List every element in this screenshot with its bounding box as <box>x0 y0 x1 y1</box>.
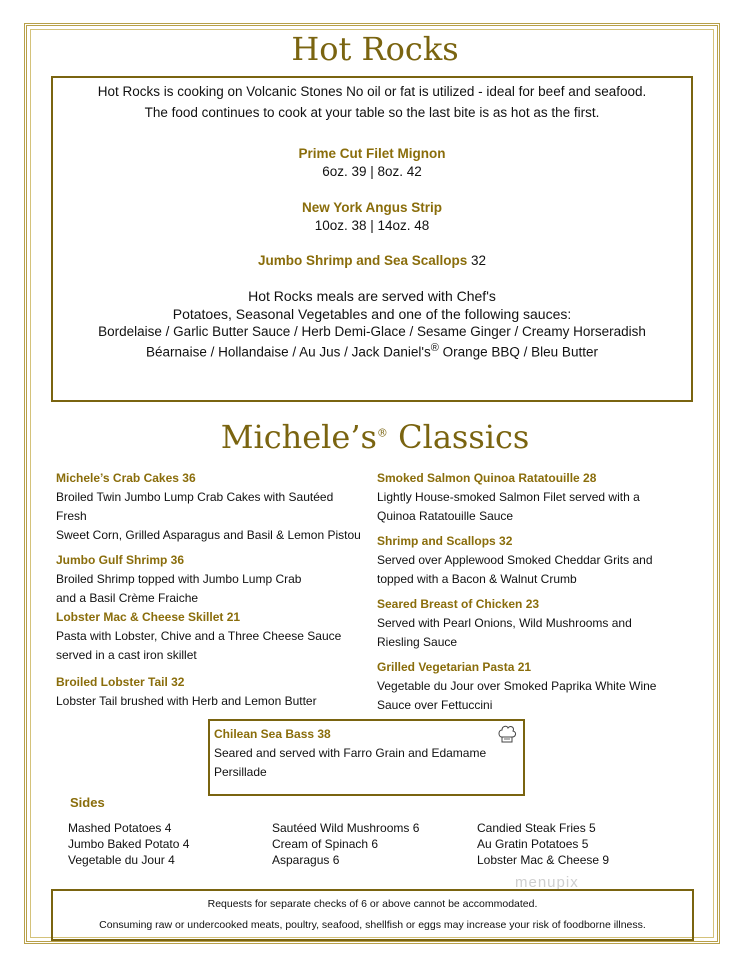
item-desc: Sweet Corn, Grilled Asparagus and Basil & Lemon Pistou <box>56 528 361 542</box>
item-desc: Served with Pearl Onions, Wild Mushrooms and <box>377 616 632 630</box>
item-name: Chilean Sea Bass 38 <box>214 727 331 741</box>
item-desc: Broiled Shrimp topped with Jumbo Lump Crab <box>56 572 302 586</box>
menu-item <box>377 595 687 652</box>
menu-item <box>377 658 687 715</box>
classics-title-b: Classics <box>398 418 530 456</box>
registered-mark: ® <box>376 426 388 440</box>
item-desc: topped with a Bacon & Walnut Crumb <box>377 572 577 586</box>
item-name: New York Angus Strip <box>301 200 443 215</box>
hot-rocks-item-3 <box>51 253 693 268</box>
item-desc: Persillade <box>214 765 267 779</box>
sauces-line-2 <box>51 342 693 360</box>
classics-title <box>0 418 750 456</box>
classics-title-a: Michele’s <box>220 418 377 456</box>
item-desc: Lightly House-smoked Salmon Filet served with a <box>377 490 640 504</box>
footer-line-1: Requests for separate checks of 6 or above cannot be accommodated. <box>207 898 538 910</box>
item-name: Jumbo Shrimp and Sea Scallops <box>257 253 468 268</box>
sides-column-2 <box>272 820 419 868</box>
side-item: Sautéed Wild Mushrooms 6 <box>272 821 420 835</box>
side-item: Asparagus 6 <box>272 853 340 867</box>
side-item: Candied Steak Fries 5 <box>477 821 596 835</box>
served-line-2: Potatoes, Seasonal Vegetables and one of the following sauces: <box>172 306 572 322</box>
sauces-text-b: Orange BBQ / Bleu Butter <box>438 344 598 360</box>
item-name: Prime Cut Filet Mignon <box>298 146 446 161</box>
menu-item <box>56 551 366 608</box>
item-desc: Quinoa Ratatouille Sauce <box>377 509 514 523</box>
menu-item <box>377 469 687 526</box>
side-item: Jumbo Baked Potato 4 <box>68 837 190 851</box>
item-name: Broiled Lobster Tail 32 <box>56 675 185 689</box>
item-name: Jumbo Gulf Shrimp 36 <box>56 553 185 567</box>
item-name: Lobster Mac & Cheese Skillet 21 <box>56 610 241 624</box>
item-price: 10oz. 38 | 14oz. 48 <box>314 218 430 233</box>
menu-item <box>377 532 687 589</box>
menu-item <box>56 673 366 711</box>
item-name: Grilled Vegetarian Pasta 21 <box>377 660 532 674</box>
item-desc: and a Basil Crème Fraiche <box>56 591 199 605</box>
hot-rocks-title: Hot Rocks <box>291 30 459 68</box>
feature-item <box>214 725 504 782</box>
registered-mark: ® <box>430 342 439 354</box>
item-name: Seared Breast of Chicken 23 <box>377 597 540 611</box>
served-line-1: Hot Rocks meals are served with Chef's <box>248 288 496 304</box>
side-item: Vegetable du Jour 4 <box>68 853 175 867</box>
side-item: Mashed Potatoes 4 <box>68 821 172 835</box>
hot-rocks-intro-2: The food continues to cook at your table so the last bite is as hot as the first. <box>144 105 600 120</box>
sauces-text-a: Béarnaise / Hollandaise / Au Jus / Jack Daniel's <box>146 344 431 360</box>
watermark: menupix <box>515 874 579 891</box>
menu-item <box>56 469 366 545</box>
item-desc: Lobster Tail brushed with Herb and Lemon Butter <box>56 694 317 708</box>
sides-column-1 <box>68 820 189 868</box>
side-item: Au Gratin Potatoes 5 <box>477 837 589 851</box>
item-desc: Served over Applewood Smoked Cheddar Grits and <box>377 553 653 567</box>
item-name: Michele’s Crab Cakes 36 <box>56 471 196 485</box>
chef-hat-icon <box>497 724 517 746</box>
side-item: Lobster Mac & Cheese 9 <box>477 853 610 867</box>
item-name: Smoked Salmon Quinoa Ratatouille 28 <box>377 471 597 485</box>
item-desc: Pasta with Lobster, Chive and a Three Cheese Sauce <box>56 629 342 643</box>
sauces-line-1: Bordelaise / Garlic Butter Sauce / Herb Demi-Glace / Sesame Ginger / Creamy Horseradish <box>98 324 646 339</box>
item-desc: Broiled Twin Jumbo Lump Crab Cakes with Sautéed Fresh <box>56 490 334 523</box>
item-price: 6oz. 39 | 8oz. 42 <box>322 164 422 179</box>
item-desc: Riesling Sauce <box>377 635 458 649</box>
item-desc: served in a cast iron skillet <box>56 648 197 662</box>
footer-box <box>51 889 694 941</box>
footer-line-2: Consuming raw or undercooked meats, poultry, seafood, shellfish or eggs may increase your risk of foodborne illness. <box>99 919 646 931</box>
item-name: Shrimp and Scallops 32 <box>377 534 513 548</box>
item-desc: Vegetable du Jour over Smoked Paprika White Wine <box>377 679 657 693</box>
item-desc: Seared and served with Farro Grain and Edamame <box>214 746 487 760</box>
sides-title: Sides <box>70 795 105 810</box>
side-item: Cream of Spinach 6 <box>272 837 379 851</box>
hot-rocks-intro-1: Hot Rocks is cooking on Volcanic Stones No oil or fat is utilized - ideal for beef and seafood. <box>97 84 647 99</box>
classics-left-column <box>56 469 366 711</box>
menu-item <box>56 608 366 665</box>
classics-right-column <box>377 469 687 715</box>
sides-column-3 <box>477 820 609 868</box>
item-price: 32 <box>471 253 487 268</box>
item-desc: Sauce over Fettuccini <box>377 698 493 712</box>
